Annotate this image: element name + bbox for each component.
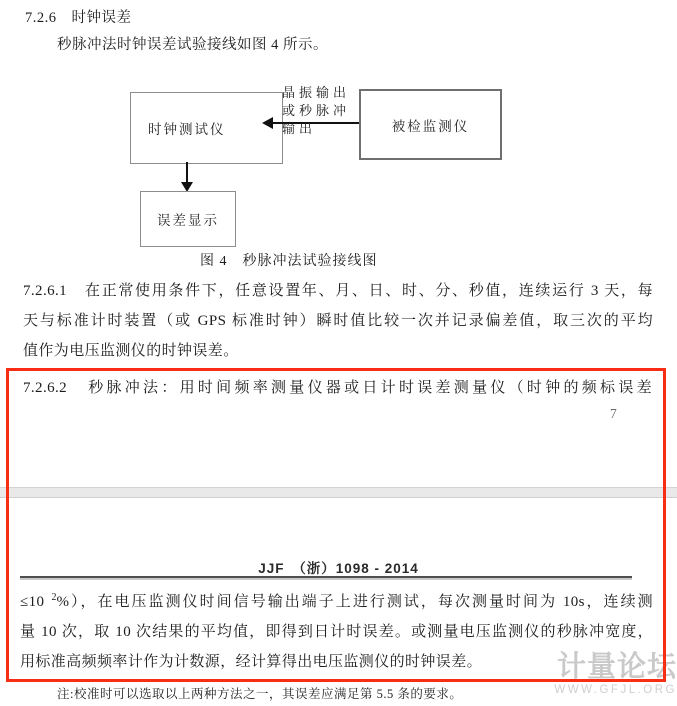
footnote: 注:校准时可以选取以上两种方法之一，其误差应满足第 5.5 条的要求。	[57, 687, 463, 701]
error-display-label: 误差显示	[157, 213, 219, 228]
running-header: JJF （浙）1098 - 2014	[258, 561, 419, 576]
watermark-url: WWW.GFJL.ORG	[554, 684, 677, 696]
page-separator	[0, 487, 677, 498]
clock-tester-box	[130, 92, 283, 164]
watermark	[548, 650, 677, 697]
signal-label-line3: 输出	[282, 121, 317, 136]
paragraph-7261-line3: 值作为电压监测仪的时钟误差。	[23, 343, 239, 359]
signal-arrow-head-icon	[262, 117, 273, 129]
error-display-box	[140, 191, 236, 247]
down-arrow-line	[186, 162, 188, 184]
monitored-device-box	[359, 89, 502, 160]
paragraph-page2-line1	[20, 583, 653, 617]
paragraph-7261-line2: 天与标准计时装置（或 GPS 标准时钟）瞬时值比较一次并记录偏差值，取三次的平均	[23, 313, 653, 329]
monitored-device-label: 被检监测仪	[391, 118, 470, 134]
page-number: 7	[610, 406, 617, 421]
paragraph-page2-line2: 量 10 次，取 10 次结果的平均值，即得到日计时误差。或测量电压监测仪的秒脉冲宽度，	[20, 624, 653, 640]
signal-label-line1: 晶振输出	[282, 85, 351, 100]
threshold-value: ≤10	[20, 594, 45, 610]
paragraph-7261	[23, 276, 653, 366]
clock-tester-label: 时钟测试仪	[148, 122, 226, 137]
paragraph-page2-line3: 用标准高频频率计作为计数源，经计算得出电压监测仪的时钟误差。	[20, 654, 483, 670]
signal-label-line2: 或秒脉冲	[282, 103, 351, 118]
paragraph-page2-line1-rest: %），在电压监测仪时间信号输出端子上进行测试，每次测量时间为 10s，连续测	[56, 594, 653, 610]
figure-caption: 图 4 秒脉冲法试验接线图	[200, 254, 378, 269]
intro-paragraph: 秒脉冲法时钟误差试验接线如图 4 所示。	[57, 37, 328, 53]
paragraph-7262-line1: 7.2.6.2 秒脉冲法：用时间频率测量仪器或日计时误差测量仪（时钟的频标误差	[23, 380, 652, 396]
threshold-exponent: 2	[51, 592, 57, 603]
section-heading: 7.2.6 时钟误差	[25, 10, 132, 26]
watermark-title: 计量论坛	[556, 651, 677, 683]
paragraph-7261-line1: 7.2.6.1 在正常使用条件下，任意设置年、月、日、时、分、秒值，连续运行 3 天，每	[23, 283, 653, 299]
header-rule	[20, 576, 632, 578]
signal-label	[282, 84, 350, 138]
